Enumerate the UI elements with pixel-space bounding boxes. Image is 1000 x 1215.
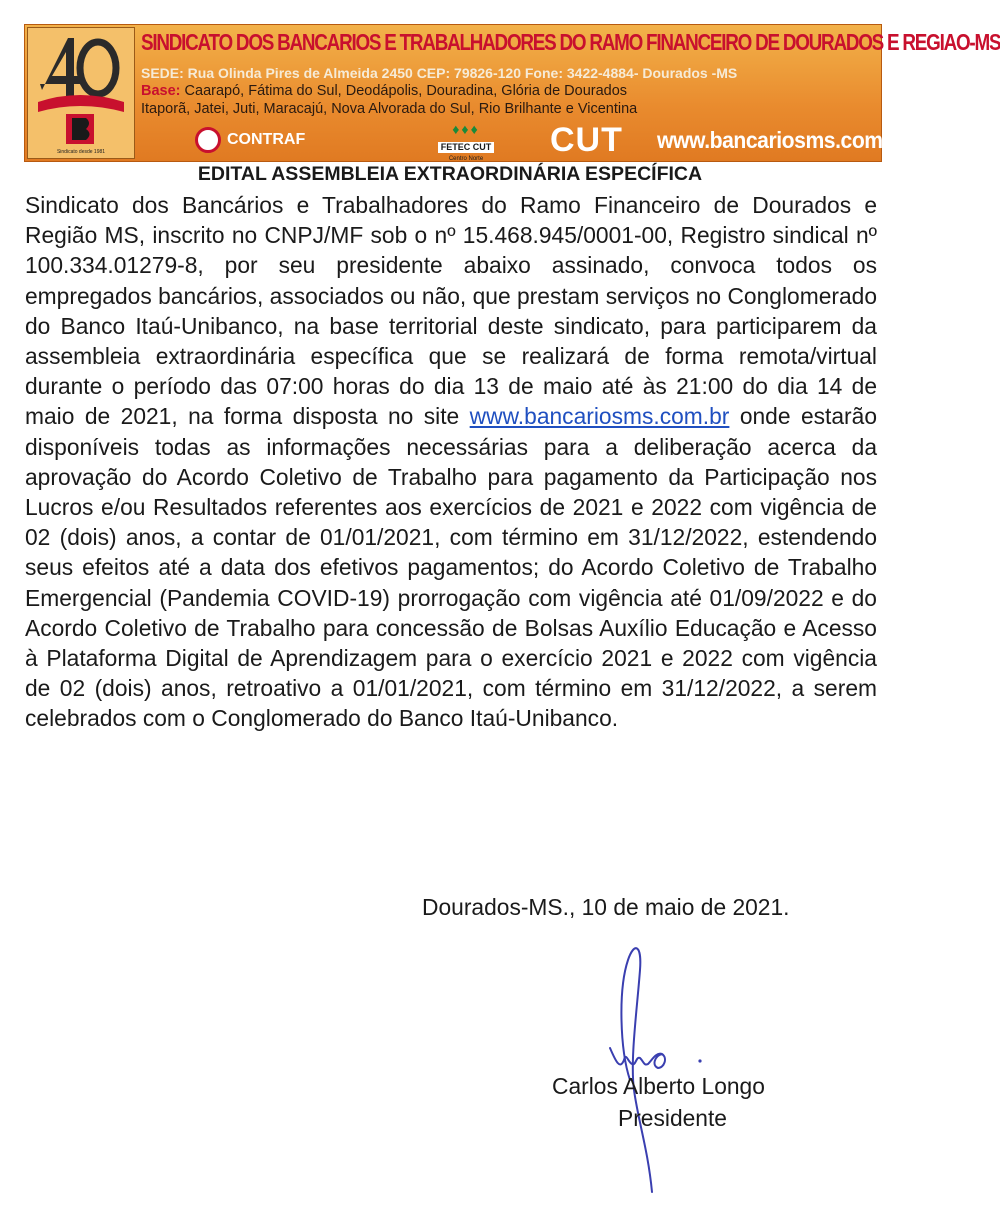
fetec-logo xyxy=(421,121,511,162)
anniversary-logo-graphic xyxy=(28,28,134,158)
base-cities-line2: Itaporã, Jatei, Juti, Maracajú, Nova Alvorada do Sul, Rio Brilhante e Vicentina xyxy=(141,101,638,117)
fetec-people-icon: ♦♦♦ xyxy=(452,121,480,137)
date-line: Dourados-MS., 10 de maio de 2021. xyxy=(422,894,790,920)
anniversary-logo xyxy=(27,27,135,159)
signatory-name: Carlos Alberto Longo xyxy=(552,1073,765,1099)
headquarters-address: SEDE: Rua Olinda Pires de Almeida 2450 CEP: 79826-120 Fone: 3422-4884- Dourados -MS xyxy=(141,65,738,81)
handwritten-signature xyxy=(590,930,730,1205)
signatory-role: Presidente xyxy=(618,1105,727,1131)
union-name: SINDICATO DOS BANCARIOS E TRABALHADORES DO RAMO FINANCEIRO DE DOURADOS E REGIAO-MS xyxy=(141,29,1000,55)
base-cities-text1: Caarapó, Fátima do Sul, Deodápolis, Douradina, Glória de Dourados xyxy=(184,83,628,99)
logo-caption: Sindicato desde 1981 xyxy=(56,149,106,155)
notice-body-part1: Sindicato dos Bancários e Trabalhadores do Ramo Financeiro de Dourados e Região MS, inscrito no CNPJ/MF sob o nº 15.468.945/0001-00, Registro sindical nº 100.334.01279-8, por seu presidente abaixo assinado, convoca todos os empregados bancários, associados ou não, que prestam serviços no Conglomerado do Banco Itaú-Unibanco, na base territorial deste sindicato, para participarem da assembleia extraordinária específica que se realizará de forma remota/virtual durante o período das 07:00 horas do dia 13 de maio até às 21:00 do dia 14 de maio de 2021, na forma disposta no site xyxy=(25,192,877,430)
contraf-text: CONTRAF xyxy=(227,131,306,148)
notice-body-part2: onde estarão disponíveis todas as informações necessárias para a deliberação acerca da aprovação do Acordo Coletivo de Trabalho para pagamento da Participação nos Lucros e/ou Resultados referentes aos exercícios de 2021 e 2022 com vigência de 02 (dois) anos, a contar de 01/01/2021, com término em 31/12/2022, estendendo seus efeitos até a data dos efetivos pagamentos; do Acordo Coletivo de Trabalho Emergencial (Pandemia COVID-19) prorrogação com vigência até 01/09/2022 e do Acordo Coletivo de Trabalho para concessão de Bolsas Auxílio Educação e Acesso à Plataforma Digital de Aprendizagem para o exercício 2021 e 2022 com vigência de 02 (dois) anos, retroativo a 01/01/2021, com término em 31/12/2022, a serem celebrados com o Conglomerado do Banco Itaú-Unibanco. xyxy=(25,403,878,732)
notice-body xyxy=(25,190,877,734)
base-label: Base: xyxy=(141,83,181,99)
fetec-sub: Centro Norte xyxy=(448,156,484,162)
base-cities-line1 xyxy=(141,83,881,99)
letterhead-banner xyxy=(24,24,1000,162)
cut-logo: CUT xyxy=(550,121,623,159)
document-title: EDITAL ASSEMBLEIA EXTRAORDINÁRIA ESPECÍFICA xyxy=(197,163,703,185)
fetec-name: FETEC CUT xyxy=(438,142,495,153)
contraf-ring-icon xyxy=(195,127,221,153)
banner-website: www.bancariosms.com.br xyxy=(657,127,909,153)
affiliation-logos xyxy=(195,121,909,162)
website-link[interactable]: www.bancariosms.com.br xyxy=(469,403,730,430)
